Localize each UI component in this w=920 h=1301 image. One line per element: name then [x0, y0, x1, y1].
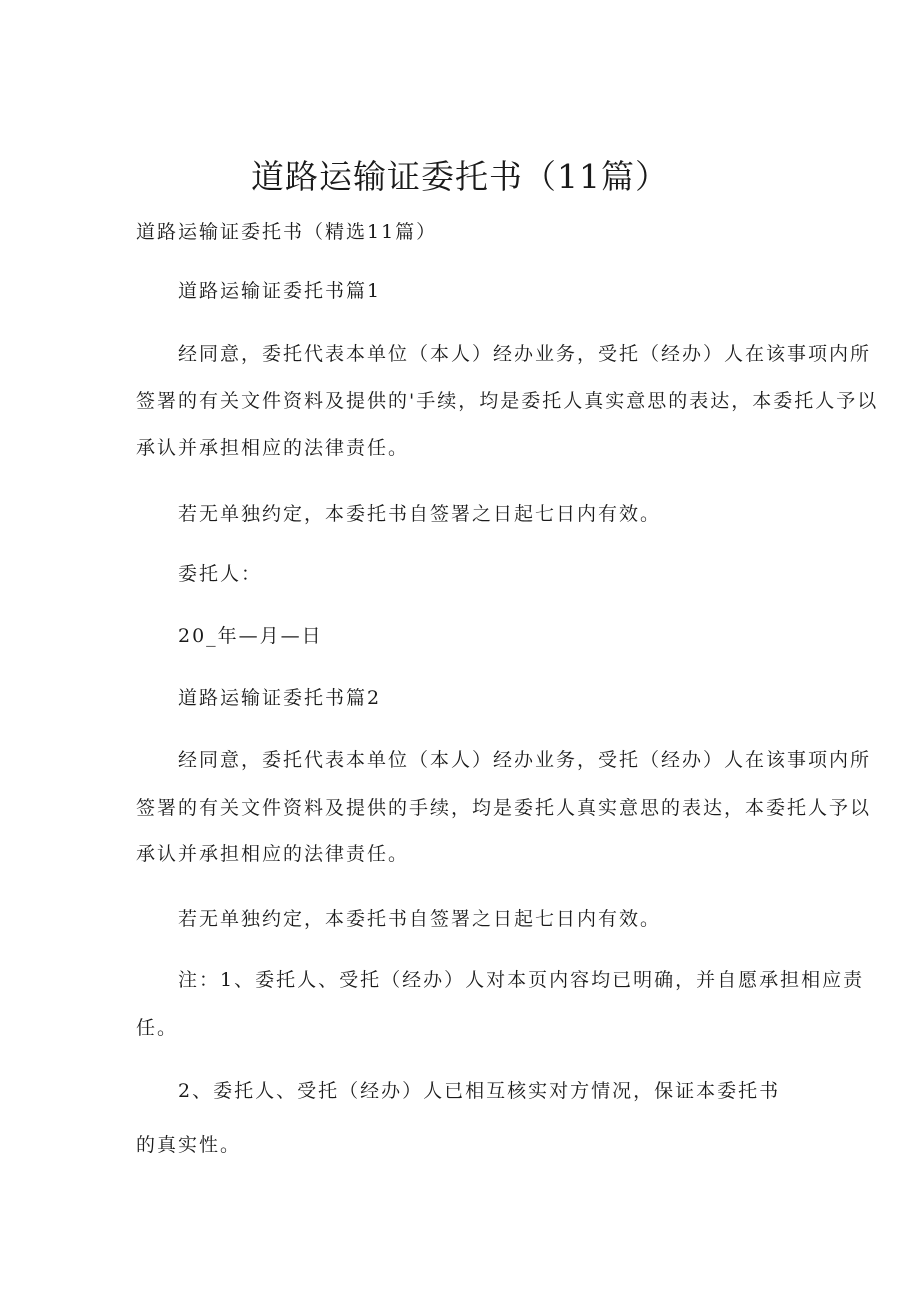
date-line: 20_年—月—日: [178, 625, 323, 647]
document-subtitle: 道路运输证委托书（精选11篇）: [136, 221, 438, 243]
note2-line2: 的真实性。: [136, 1134, 242, 1156]
section1-para1-line3: 承认并承担相应的法律责任。: [136, 437, 410, 459]
note1-line2: 任。: [136, 1017, 179, 1039]
principal-label: 委托人：: [178, 563, 263, 585]
note1-line1: 注：1、委托人、受托（经办）人对本页内容均已明确，并自愿承担相应责: [178, 969, 865, 991]
section1-para1-line1: 经同意，委托代表本单位（本人）经办业务，受托（经办）人在该事项内所: [178, 343, 872, 365]
section2-para1-line3: 承认并承担相应的法律责任。: [136, 843, 410, 865]
section1-heading: 道路运输证委托书篇1: [178, 280, 382, 302]
section1-validity-text: 若无单独约定，本委托书自签署之日起七日内有效。: [178, 503, 662, 525]
section2-validity-text: 若无单独约定，本委托书自签署之日起七日内有效。: [178, 908, 662, 930]
section1-para1-line2: 签署的有关文件资料及提供的'手续，均是委托人真实意思的表达，本委托人予以: [136, 390, 879, 412]
section2-heading: 道路运输证委托书篇2: [178, 687, 382, 709]
section2-para1-line2: 签署的有关文件资料及提供的手续，均是委托人真实意思的表达，本委托人予以: [136, 797, 872, 819]
section2-para1-line1: 经同意，委托代表本单位（本人）经办业务，受托（经办）人在该事项内所: [178, 749, 872, 771]
document-title: 道路运输证委托书（11篇）: [251, 157, 669, 196]
note2-line1: 2、委托人、受托（经办）人已相互核实对方情况，保证本委托书: [178, 1080, 781, 1102]
